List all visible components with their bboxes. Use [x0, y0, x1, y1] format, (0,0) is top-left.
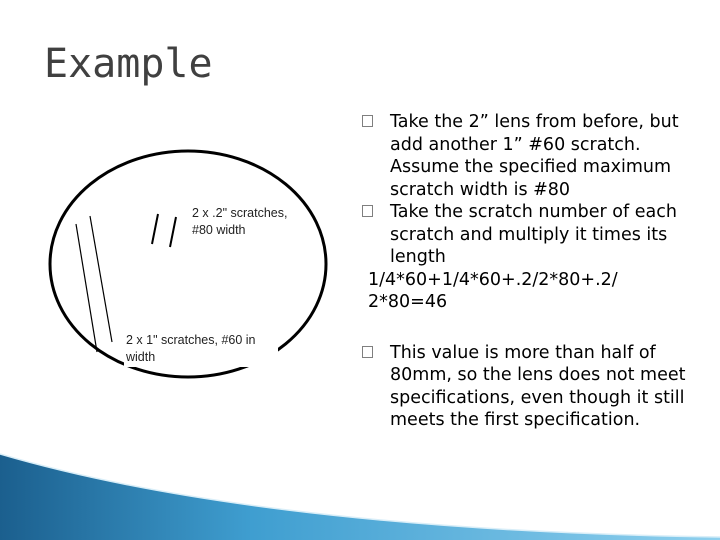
bullet-text: This value is more than half of 80mm, so the lens does not meet specifications, even though it still meets the first specification.: [390, 342, 686, 430]
short-scratches-label: 2 x .2" scratches, #80 width: [190, 204, 290, 240]
bullet-item: [368, 342, 688, 432]
long-scratch-2: [90, 216, 112, 342]
bullet-text: Take the 2” lens from before, but add another 1” #60 scratch. Assume the specified maximum scratch width is #80: [390, 112, 679, 200]
formula-line: [368, 269, 688, 314]
bullet-list: [368, 111, 688, 432]
wave-shape: [0, 454, 720, 540]
formula-text: 1/4*60+1/4*60+.2/2*80+.2/ 2*80=46: [368, 269, 618, 312]
bullet-text: Take the scratch number of each scratch and multiply it times its length: [390, 202, 677, 267]
short-scratch-2: [170, 217, 176, 247]
long-scratches-label: 2 x 1" scratches, #60 in width: [124, 331, 278, 367]
checkbox-square-icon: [362, 205, 373, 217]
short-scratch-1: [152, 214, 158, 244]
checkbox-square-icon: [362, 115, 373, 127]
bullet-item: [368, 111, 688, 201]
bullet-item: [368, 201, 688, 269]
checkbox-square-icon: [362, 346, 373, 358]
slide-title: Example: [44, 41, 213, 87]
decorative-wave: [0, 440, 720, 540]
